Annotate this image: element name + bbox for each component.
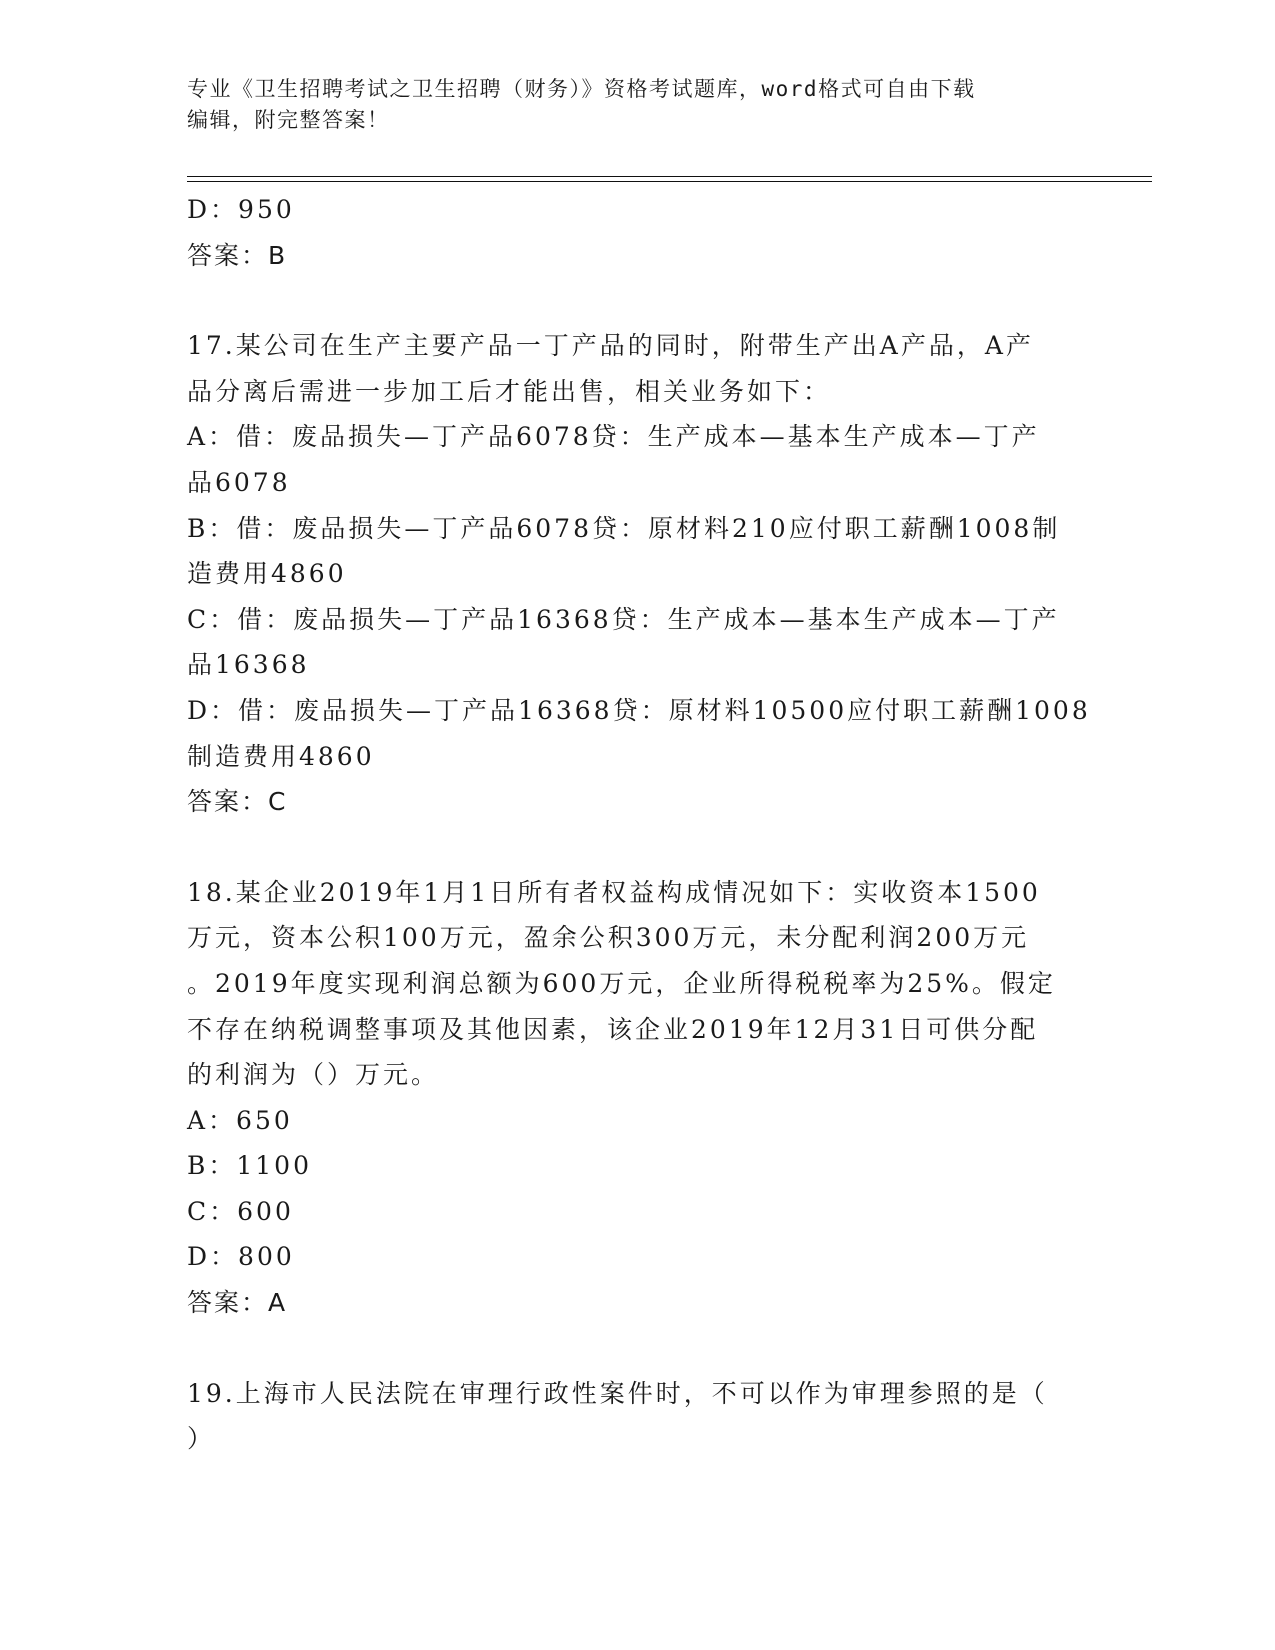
question-stem-line: 18.某企业2019年1月1日所有者权益构成情况如下：实收资本1500 <box>187 877 1041 907</box>
question-19 <box>187 1371 1087 1462</box>
question-18 <box>187 870 1087 1326</box>
document-body <box>187 187 1091 1462</box>
question-spacer <box>187 825 1087 870</box>
question-stem-line: 19.上海市人民法院在审理行政性案件时，不可以作为审理参照的是（ <box>187 1378 1048 1408</box>
option-a: A：借：废品损失—丁产品6078贷：生产成本—基本生产成本—丁产 <box>187 422 1040 452</box>
question-spacer <box>187 278 1087 323</box>
header-divider-top <box>187 176 1152 177</box>
option-b: B：1100 <box>187 1151 312 1181</box>
question-stem-line: 不存在纳税调整事项及其他因素，该企业2019年12月31日可供分配 <box>187 1014 1039 1044</box>
header-title-line-2: 编辑，附完整答案！ <box>187 108 390 132</box>
option-d: D：800 <box>187 1242 295 1272</box>
answer-line: 答案：C <box>187 787 288 817</box>
option-b: B：借：废品损失—丁产品6078贷：原材料210应付职工薪酬1008制 <box>187 513 1061 543</box>
option-d: D：借：废品损失—丁产品16368贷：原材料10500应付职工薪酬1008 <box>187 695 1091 725</box>
option-c: C：600 <box>187 1196 294 1226</box>
answer-line: 答案：A <box>187 1288 288 1318</box>
question-stem-line: 17.某公司在生产主要产品一丁产品的同时，附带生产出A产品，A产 <box>187 331 1034 361</box>
question-spacer <box>187 1326 1087 1371</box>
question-stem-line: ） <box>187 1424 216 1454</box>
previous-question-tail <box>187 187 1087 278</box>
option-c-continued: 品16368 <box>187 650 310 680</box>
document-header <box>187 74 1087 136</box>
question-stem-line: 。2019年度实现利润总额为600万元，企业所得税税率为25%。假定 <box>187 968 1056 998</box>
option-d: D：950 <box>187 195 295 224</box>
option-b-continued: 造费用4860 <box>187 559 347 589</box>
question-stem-line: 万元，资本公积100万元，盈余公积300万元，未分配利润200万元 <box>187 923 1030 953</box>
question-stem-line: 品分离后需进一步加工后才能出售，相关业务如下： <box>187 376 832 406</box>
option-c: C：借：废品损失—丁产品16368贷：生产成本—基本生产成本—丁产 <box>187 604 1060 634</box>
header-divider-bottom <box>187 181 1152 182</box>
header-title-line-1: 专业《卫生招聘考试之卫生招聘（财务）》资格考试题库，word格式可自由下载 <box>187 77 976 101</box>
answer-line: 答案：B <box>187 240 288 270</box>
option-a: A：650 <box>187 1105 293 1135</box>
option-a-continued: 品6078 <box>187 467 291 497</box>
question-stem-line: 的利润为（）万元。 <box>187 1060 440 1090</box>
option-d-continued: 制造费用4860 <box>187 741 375 771</box>
question-17 <box>187 323 1091 825</box>
